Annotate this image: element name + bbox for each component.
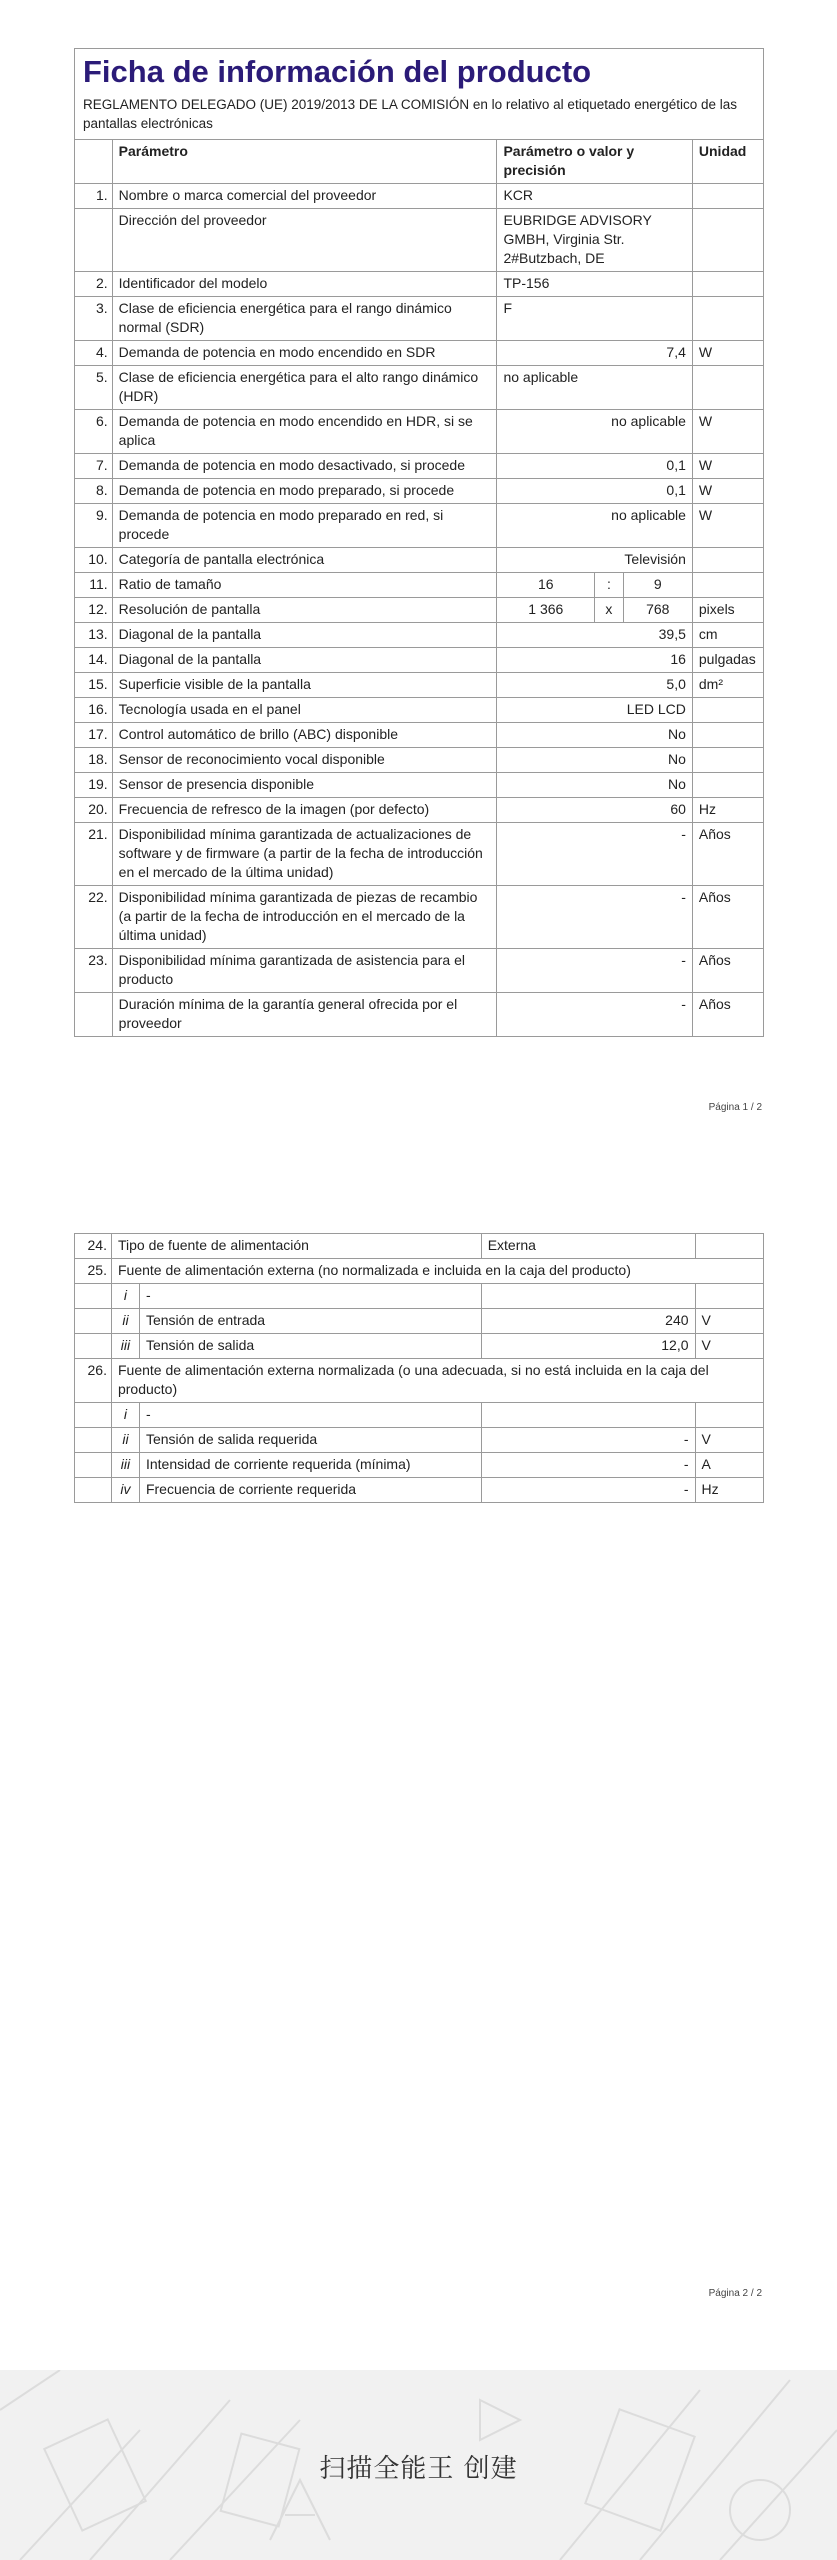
table-row bbox=[75, 1309, 763, 1334]
row-label: Categoría de pantalla electrónica bbox=[112, 548, 497, 573]
row-value: - bbox=[481, 1428, 695, 1453]
row-number: 18. bbox=[75, 748, 112, 773]
row-label: Identificador del modelo bbox=[112, 272, 497, 297]
table-row bbox=[75, 209, 763, 272]
row-value: F bbox=[497, 297, 692, 341]
table-row bbox=[75, 723, 763, 748]
row-value: - bbox=[497, 949, 692, 993]
header-num-cell bbox=[75, 140, 112, 184]
row-number: 4. bbox=[75, 341, 112, 366]
row-label: Demanda de potencia en modo desactivado, si procede bbox=[112, 454, 497, 479]
resolution-separator: x bbox=[595, 598, 624, 623]
table-row bbox=[75, 272, 763, 297]
sub-index: iii bbox=[111, 1453, 139, 1478]
row-number: 8. bbox=[75, 479, 112, 504]
row-label: Tecnología usada en el panel bbox=[112, 698, 497, 723]
row-label: Intensidad de corriente requerida (mínima) bbox=[139, 1453, 481, 1478]
row-label: Demanda de potencia en modo encendido en HDR, si se aplica bbox=[112, 410, 497, 454]
page-number: Página 2 / 2 bbox=[708, 2288, 762, 2299]
row-unit: Años bbox=[692, 886, 763, 949]
table-row bbox=[75, 1359, 763, 1403]
row-value: Televisión bbox=[497, 548, 692, 573]
row-label: Disponibilidad mínima garantizada de asistencia para el producto bbox=[112, 949, 497, 993]
row-number: 19. bbox=[75, 773, 112, 798]
row-number: 23. bbox=[75, 949, 112, 993]
row-value: KCR bbox=[497, 184, 692, 209]
table-row bbox=[75, 573, 763, 598]
row-label: Disponibilidad mínima garantizada de piezas de recambio (a partir de la fecha de introducción en el mercado de la última unidad) bbox=[112, 886, 497, 949]
table-row bbox=[75, 748, 763, 773]
row-unit: W bbox=[692, 410, 763, 454]
row-unit bbox=[692, 573, 763, 598]
table-row bbox=[75, 1234, 763, 1259]
row-unit: pixels bbox=[692, 598, 763, 623]
row-value: Externa bbox=[481, 1234, 695, 1259]
row-unit: Años bbox=[692, 823, 763, 886]
table-row bbox=[75, 454, 763, 479]
table-row bbox=[75, 1334, 763, 1359]
row-label: Clase de eficiencia energética para el alto rango dinámico (HDR) bbox=[112, 366, 497, 410]
row-value: EUBRIDGE ADVISORY GMBH, Virginia Str. 2#Butzbach, DE bbox=[497, 209, 692, 272]
row-label: Superficie visible de la pantalla bbox=[112, 673, 497, 698]
table-row bbox=[75, 823, 763, 886]
row-number bbox=[75, 1478, 111, 1503]
table-row bbox=[75, 504, 763, 548]
row-number: 15. bbox=[75, 673, 112, 698]
row-unit bbox=[695, 1403, 763, 1428]
page-title: Ficha de información del producto bbox=[83, 54, 592, 89]
row-value: TP-156 bbox=[497, 272, 692, 297]
row-unit bbox=[695, 1284, 763, 1309]
row-number: 6. bbox=[75, 410, 112, 454]
row-label: Dirección del proveedor bbox=[112, 209, 497, 272]
table-row bbox=[75, 648, 763, 673]
row-unit bbox=[692, 297, 763, 341]
row-number: 25. bbox=[75, 1259, 111, 1284]
row-value: LED LCD bbox=[497, 698, 692, 723]
resolution-height: 768 bbox=[623, 598, 692, 623]
header-value: Parámetro o valor y precisión bbox=[497, 140, 692, 184]
row-value: 240 bbox=[481, 1309, 695, 1334]
table-row bbox=[75, 1403, 763, 1428]
table-header-row bbox=[75, 140, 763, 184]
scanner-watermark-banner bbox=[0, 2370, 837, 2560]
row-unit: Años bbox=[692, 949, 763, 993]
table-row bbox=[75, 366, 763, 410]
row-unit: cm bbox=[692, 623, 763, 648]
row-unit: dm² bbox=[692, 673, 763, 698]
row-value: No bbox=[497, 748, 692, 773]
row-label: Tensión de salida bbox=[139, 1334, 481, 1359]
row-label: Frecuencia de refresco de la imagen (por defecto) bbox=[112, 798, 497, 823]
row-number: 1. bbox=[75, 184, 112, 209]
power-supply-sheet bbox=[74, 1233, 764, 1503]
row-unit bbox=[692, 548, 763, 573]
table-row bbox=[75, 1259, 763, 1284]
row-unit bbox=[692, 773, 763, 798]
header-parameter: Parámetro bbox=[112, 140, 497, 184]
row-unit: V bbox=[695, 1428, 763, 1453]
row-label: Diagonal de la pantalla bbox=[112, 648, 497, 673]
row-number bbox=[75, 1453, 111, 1478]
row-unit: pulgadas bbox=[692, 648, 763, 673]
row-label: Sensor de presencia disponible bbox=[112, 773, 497, 798]
row-label: - bbox=[139, 1284, 481, 1309]
table-row bbox=[75, 1478, 763, 1503]
row-value: - bbox=[497, 886, 692, 949]
row-unit: W bbox=[692, 454, 763, 479]
row-unit: V bbox=[695, 1334, 763, 1359]
row-value: no aplicable bbox=[497, 410, 692, 454]
row-number: 17. bbox=[75, 723, 112, 748]
table-row bbox=[75, 886, 763, 949]
table-row bbox=[75, 673, 763, 698]
row-number: 11. bbox=[75, 573, 112, 598]
sub-index: i bbox=[111, 1284, 139, 1309]
row-value: - bbox=[497, 993, 692, 1037]
row-label: Tensión de entrada bbox=[139, 1309, 481, 1334]
sub-index: ii bbox=[111, 1309, 139, 1334]
row-number bbox=[75, 1428, 111, 1453]
row-value: - bbox=[481, 1478, 695, 1503]
row-number: 12. bbox=[75, 598, 112, 623]
row-value: - bbox=[497, 823, 692, 886]
sub-index: ii bbox=[111, 1428, 139, 1453]
row-label: Fuente de alimentación externa normalizada (o una adecuada, si no está incluida en la caja del producto) bbox=[111, 1359, 763, 1403]
row-number: 5. bbox=[75, 366, 112, 410]
row-label: Control automático de brillo (ABC) disponible bbox=[112, 723, 497, 748]
row-unit bbox=[692, 698, 763, 723]
scanner-app-watermark: 扫描全能王 创建 bbox=[319, 2454, 518, 2484]
table-row bbox=[75, 773, 763, 798]
sub-index: i bbox=[111, 1403, 139, 1428]
row-number: 14. bbox=[75, 648, 112, 673]
row-number bbox=[75, 1334, 111, 1359]
row-unit: Hz bbox=[692, 798, 763, 823]
row-label: Demanda de potencia en modo preparado en red, si procede bbox=[112, 504, 497, 548]
row-number bbox=[75, 1309, 111, 1334]
row-number: 24. bbox=[75, 1234, 111, 1259]
header-unit: Unidad bbox=[692, 140, 763, 184]
row-unit: W bbox=[692, 504, 763, 548]
page-1 bbox=[0, 0, 837, 1180]
row-number: 3. bbox=[75, 297, 112, 341]
row-unit: W bbox=[692, 479, 763, 504]
table-row bbox=[75, 949, 763, 993]
ratio-height: 9 bbox=[623, 573, 692, 598]
table-row bbox=[75, 993, 763, 1037]
row-value: - bbox=[481, 1453, 695, 1478]
row-number bbox=[75, 1284, 111, 1309]
table-row bbox=[75, 341, 763, 366]
row-label: Frecuencia de corriente requerida bbox=[139, 1478, 481, 1503]
row-value: 16 bbox=[497, 648, 692, 673]
row-unit bbox=[692, 184, 763, 209]
row-number: 22. bbox=[75, 886, 112, 949]
table-row bbox=[75, 548, 763, 573]
row-number: 20. bbox=[75, 798, 112, 823]
table-row bbox=[75, 1284, 763, 1309]
row-label: Fuente de alimentación externa (no normalizada e incluida en la caja del producto) bbox=[111, 1259, 763, 1284]
resolution-width: 1 366 bbox=[497, 598, 595, 623]
row-unit bbox=[695, 1234, 763, 1259]
sub-index: iv bbox=[111, 1478, 139, 1503]
power-supply-table bbox=[75, 1234, 763, 1502]
row-number bbox=[75, 993, 112, 1037]
row-value: No bbox=[497, 773, 692, 798]
table-row bbox=[75, 479, 763, 504]
row-label: Resolución de pantalla bbox=[112, 598, 497, 623]
table-row bbox=[75, 410, 763, 454]
table-row bbox=[75, 184, 763, 209]
row-unit bbox=[692, 723, 763, 748]
table-row bbox=[75, 1453, 763, 1478]
row-unit bbox=[692, 272, 763, 297]
row-number: 10. bbox=[75, 548, 112, 573]
row-value: 5,0 bbox=[497, 673, 692, 698]
row-value: 60 bbox=[497, 798, 692, 823]
row-value: 0,1 bbox=[497, 454, 692, 479]
row-value: 0,1 bbox=[497, 479, 692, 504]
row-unit bbox=[692, 748, 763, 773]
row-unit: Hz bbox=[695, 1478, 763, 1503]
sub-index: iii bbox=[111, 1334, 139, 1359]
row-label: Demanda de potencia en modo encendido en SDR bbox=[112, 341, 497, 366]
row-label: Tipo de fuente de alimentación bbox=[111, 1234, 481, 1259]
row-unit bbox=[692, 366, 763, 410]
row-number: 9. bbox=[75, 504, 112, 548]
parameters-table bbox=[75, 140, 763, 1036]
row-value bbox=[481, 1284, 695, 1309]
row-label: Nombre o marca comercial del proveedor bbox=[112, 184, 497, 209]
row-unit: V bbox=[695, 1309, 763, 1334]
table-row bbox=[75, 297, 763, 341]
row-unit: Años bbox=[692, 993, 763, 1037]
row-value: 12,0 bbox=[481, 1334, 695, 1359]
table-row bbox=[75, 1428, 763, 1453]
table-row bbox=[75, 623, 763, 648]
row-value: no aplicable bbox=[497, 366, 692, 410]
ratio-width: 16 bbox=[497, 573, 595, 598]
row-number bbox=[75, 209, 112, 272]
row-number: 26. bbox=[75, 1359, 111, 1403]
row-number: 16. bbox=[75, 698, 112, 723]
row-label: Ratio de tamaño bbox=[112, 573, 497, 598]
row-label: Clase de eficiencia energética para el rango dinámico normal (SDR) bbox=[112, 297, 497, 341]
row-value bbox=[481, 1403, 695, 1428]
table-row bbox=[75, 598, 763, 623]
row-label: Demanda de potencia en modo preparado, si procede bbox=[112, 479, 497, 504]
row-number: 13. bbox=[75, 623, 112, 648]
page-number: Página 1 / 2 bbox=[708, 1102, 762, 1113]
table-row bbox=[75, 798, 763, 823]
row-label: Diagonal de la pantalla bbox=[112, 623, 497, 648]
row-label: Disponibilidad mínima garantizada de actualizaciones de software y de firmware (a partir de la fecha de introducción en el mercado de la última unidad) bbox=[112, 823, 497, 886]
row-unit: A bbox=[695, 1453, 763, 1478]
row-unit: W bbox=[692, 341, 763, 366]
row-label: - bbox=[139, 1403, 481, 1428]
product-info-sheet bbox=[74, 48, 764, 1037]
row-number: 21. bbox=[75, 823, 112, 886]
row-number bbox=[75, 1403, 111, 1428]
row-number: 7. bbox=[75, 454, 112, 479]
row-value: No bbox=[497, 723, 692, 748]
row-number: 2. bbox=[75, 272, 112, 297]
regulation-subtitle: REGLAMENTO DELEGADO (UE) 2019/2013 DE LA COMISIÓN en lo relativo al etiquetado energético de las pantallas electrónicas bbox=[75, 93, 763, 140]
row-value: 7,4 bbox=[497, 341, 692, 366]
row-value: 39,5 bbox=[497, 623, 692, 648]
row-value: no aplicable bbox=[497, 504, 692, 548]
row-label: Tensión de salida requerida bbox=[139, 1428, 481, 1453]
row-label: Duración mínima de la garantía general ofrecida por el proveedor bbox=[112, 993, 497, 1037]
ratio-separator: : bbox=[595, 573, 624, 598]
row-label: Sensor de reconocimiento vocal disponible bbox=[112, 748, 497, 773]
table-row bbox=[75, 698, 763, 723]
row-unit bbox=[692, 209, 763, 272]
